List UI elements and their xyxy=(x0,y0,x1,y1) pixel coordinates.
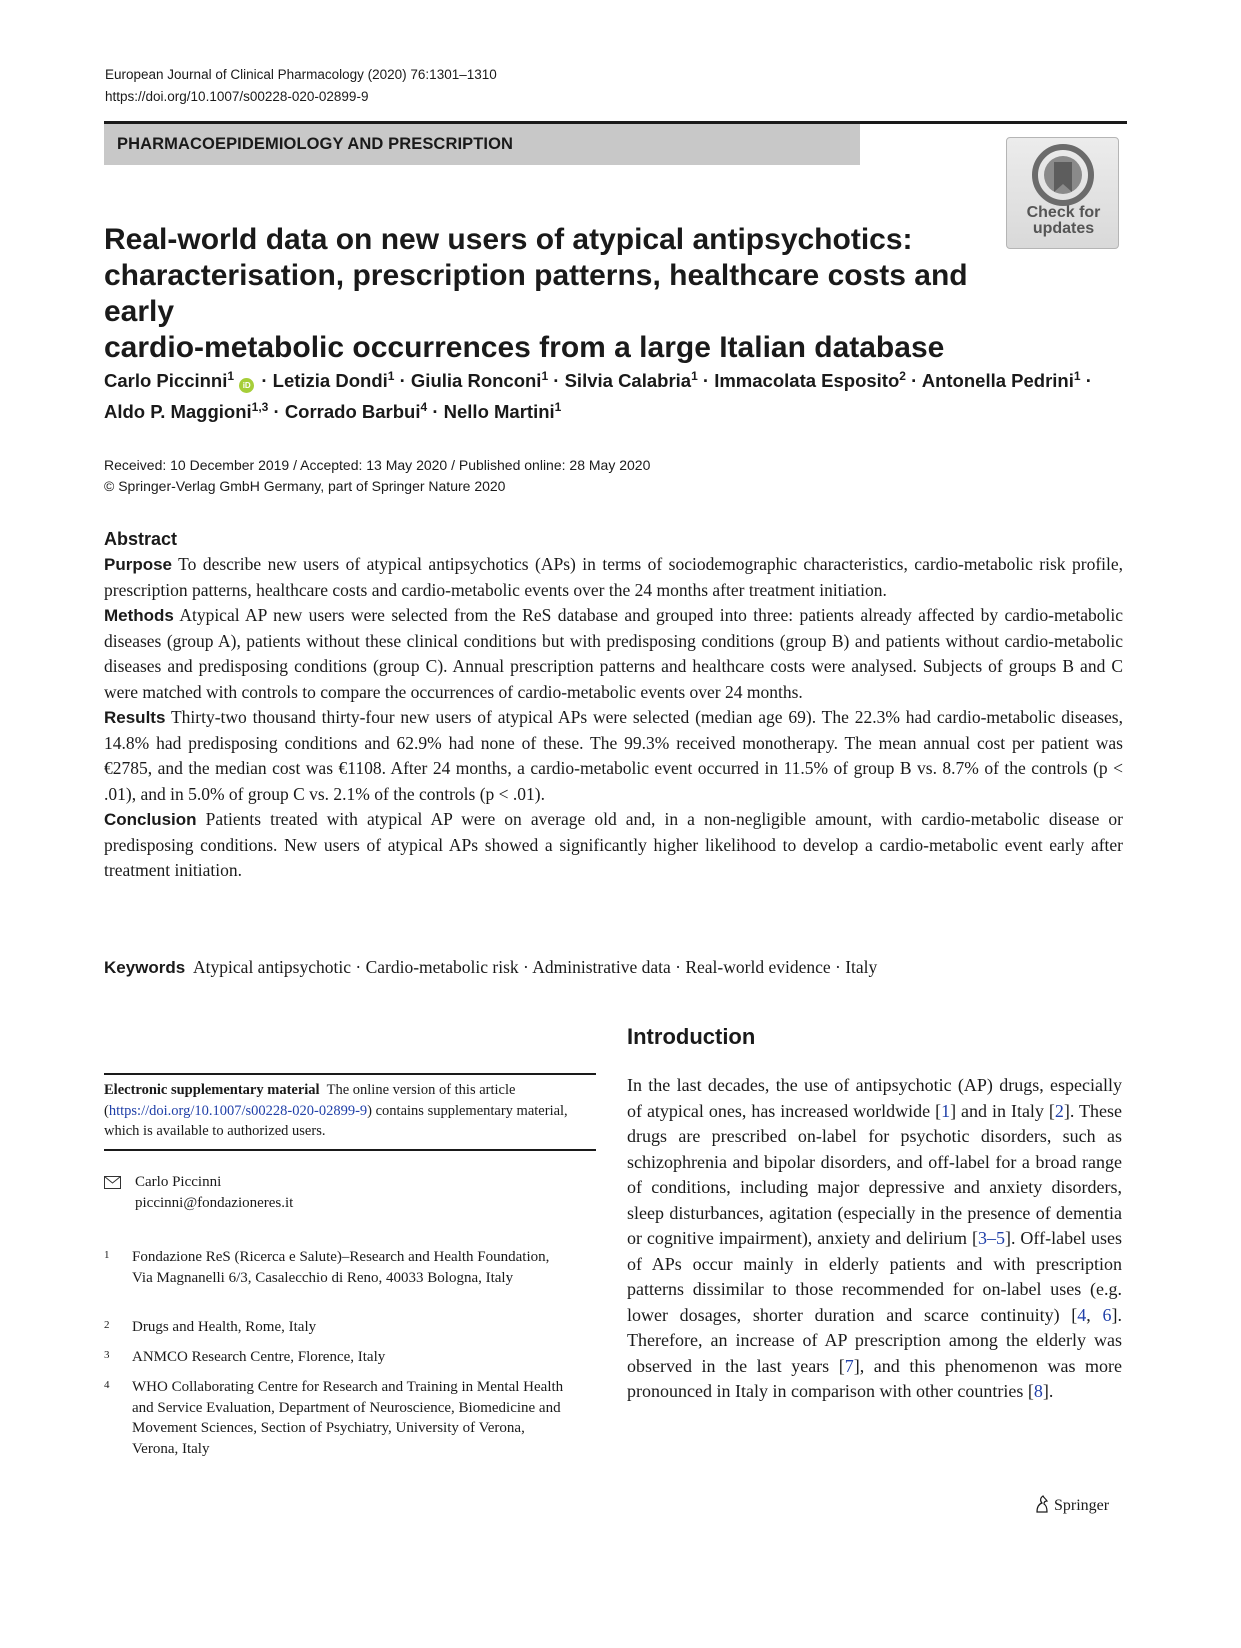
author-name[interactable]: Letizia Dondi xyxy=(272,370,388,392)
bookmark-refresh-icon xyxy=(1030,144,1096,206)
journal-citation: European Journal of Clinical Pharmacology (2020) 76:1301–1310 xyxy=(105,67,497,82)
check-for-updates-button[interactable] xyxy=(1006,137,1119,249)
citation-link[interactable]: 6 xyxy=(1102,1304,1112,1325)
citation-link[interactable]: 2 xyxy=(1054,1100,1064,1121)
supplementary-link[interactable]: https://doi.org/10.1007/s00228-020-02899-9 xyxy=(108,1102,368,1119)
publication-dates: Received: 10 December 2019 / Accepted: 13 May 2020 / Published online: 28 May 2020 © Springer-Verlag GmbH Germany, part of Springer Nature 2020 xyxy=(104,455,650,497)
envelope-icon xyxy=(104,1176,121,1189)
abstract-purpose: Purpose To describe new users of atypical antipsychotics (APs) in terms of sociodemographic characteristics, cardio-metabolic risk profile, prescription patterns, healthcare costs and cardio-metabolic events over the 24 months after treatment initiation. xyxy=(104,554,1124,600)
citation-link[interactable]: 8 xyxy=(1033,1381,1043,1401)
article-doi[interactable]: https://doi.org/10.1007/s00228-020-02899-9 xyxy=(105,89,369,104)
author-name[interactable]: Antonella Pedrini xyxy=(921,370,1074,392)
copyright-notice: © Springer-Verlag GmbH Germany, part of Springer Nature 2020 xyxy=(104,478,506,494)
keywords-heading: Keywords xyxy=(104,958,186,977)
author-name[interactable]: Aldo P. Maggioni xyxy=(104,401,252,423)
correspondence-email[interactable]: piccinni@fondazioneres.it xyxy=(135,1194,294,1211)
citation-link[interactable]: 4 xyxy=(1077,1304,1087,1325)
author-list: Carlo Piccinni$^1$ iD · Letizia Dondi$^1$ · Giulia Ronconi$^1$ · Silvia Calabria$^1$ · Immacolata Esposito$^2$ · Antonella Pedrini$^1$ · Aldo P. Maggioni$^{1,3}$ · Corrado Barbui$^4$ · Nello Martini$^1$ xyxy=(104,369,1092,423)
author-name[interactable]: Giulia Ronconi xyxy=(410,370,542,392)
abstract-heading: Abstract xyxy=(104,529,178,549)
citation-link[interactable]: 1 xyxy=(941,1100,951,1121)
publisher-logo xyxy=(1034,1495,1109,1515)
abstract-conclusion: Conclusion Patients treated with atypical AP were on average old and, in a non-negligible amount, with cardio-metabolic disease or predisposing conditions. New users of atypical APs showed a significantly higher likelihood to develop a cardio-metabolic event early after treatment initiation. xyxy=(104,809,1124,880)
affiliation: 4 WHO Collaborating Centre for Research and Training in Mental Health and Service Evaluation, Department of Neuroscience, Biomedicine and Movement Sciences, Section of Psychiatry, University of Verona, Verona, Italy xyxy=(104,1379,564,1457)
introduction-text: In the last decades, the use of antipsychotic (AP) drugs, especially of atypical ones, has increased worldwide [1] and in Italy [2]. These drugs are prescribed on-label for psychotic disorders, such as schizophrenia and bipolar disorders, and off-label for a broad range of conditions, including major depressive and anxiety disorders, sleep disturbances, agitation (especially in the presence of dementia or cognitive impairment), anxiety and delirium [3–5]. Off-label uses of APs occur mainly in elderly patients and with prescription patterns dissimilar to those recommended for on-label uses (e.g. lower dosages, shorter duration and scarce continuity) [4, 6]. Therefore, an increase of AP prescription among the elderly was observed in the last years [7], and this phenomenon was more pronounced in Italy in comparison with other countries [8]. xyxy=(627,1075,1123,1401)
correspondence xyxy=(104,1172,584,1214)
affiliation: 1 Fondazione ReS (Ricerca e Salute)–Research and Health Foundation, Via Magnanelli 6/3, Casalecchio di Reno, 40033 Bologna, Italy xyxy=(104,1249,550,1286)
keywords xyxy=(104,955,1123,980)
section-banner xyxy=(104,124,860,165)
springer-horse-icon xyxy=(1034,1495,1050,1513)
author-name[interactable]: Silvia Calabria xyxy=(564,370,692,392)
abstract-results: Results Thirty-two thousand thirty-four new users of atypical APs were selected (median age 69). The 22.3% had cardio-metabolic diseases, 14.8% had predisposing conditions and 62.9% had none of these. The 99.3% received monotherapy. The mean annual cost per patient was €2785, and the median cost was €1108. After 24 months, a cardio-metabolic event occurred in 11.5% of group B vs. 8.7% of the controls (p < .01), and in 5.0% of group C vs. 2.1% of the controls (p < .01). xyxy=(104,707,1123,804)
correspondence-name: Carlo Piccinni xyxy=(135,1174,222,1190)
affiliation: 3 ANMCO Research Centre, Florence, Italy xyxy=(104,1349,386,1365)
footnote-rule xyxy=(104,1073,596,1075)
publisher-name: Springer xyxy=(1054,1497,1110,1514)
abstract-methods: Methods Atypical AP new users were selected from the ReS database and grouped into three: patients already affected by cardio-metabolic diseases (group A), patients without these clinical conditions but with predisposing conditions (group B) and patients without cardio-metabolic diseases and predisposing conditions (group C). Annual prescription patterns and healthcare costs were analysed. Subjects of groups B and C were matched with controls to compare the occurrences of cardio-metabolic events over 24 months. xyxy=(104,605,1124,702)
affiliation: 2 Drugs and Health, Rome, Italy xyxy=(104,1319,317,1335)
check-for-updates-label: Check for updates xyxy=(1026,204,1101,237)
section-label: PHARMACOEPIDEMIOLOGY AND PRESCRIPTION xyxy=(117,135,514,153)
abstract xyxy=(104,526,1123,884)
orcid-icon[interactable]: iD xyxy=(239,378,254,393)
author-name[interactable]: Nello Martini xyxy=(443,401,555,423)
keywords-list: Atypical antipsychotic · Cardio-metabolic risk · Administrative data · Real-world evidence · Italy xyxy=(193,957,878,977)
introduction-heading: Introduction xyxy=(627,1024,756,1049)
author-name[interactable]: Immacolata Esposito xyxy=(714,370,900,392)
supplementary-note: Electronic supplementary material The online version of this article (https://doi.org/10.1007/s00228-020-02899-9) contains supplementary material, which is available to authorized users. xyxy=(104,1082,568,1139)
article-title: Real-world data on new users of atypical antipsychotics: characterisation, prescription patterns, healthcare costs and early cardio-metabolic occurrences from a large Italian database xyxy=(104,223,968,364)
author-name[interactable]: Corrado Barbui xyxy=(284,401,421,423)
author-name[interactable]: Carlo Piccinni xyxy=(104,370,228,392)
footnote-rule xyxy=(104,1149,596,1151)
citation-link[interactable]: 7 xyxy=(844,1355,854,1376)
citation-link[interactable]: 3–5 xyxy=(978,1228,1005,1248)
